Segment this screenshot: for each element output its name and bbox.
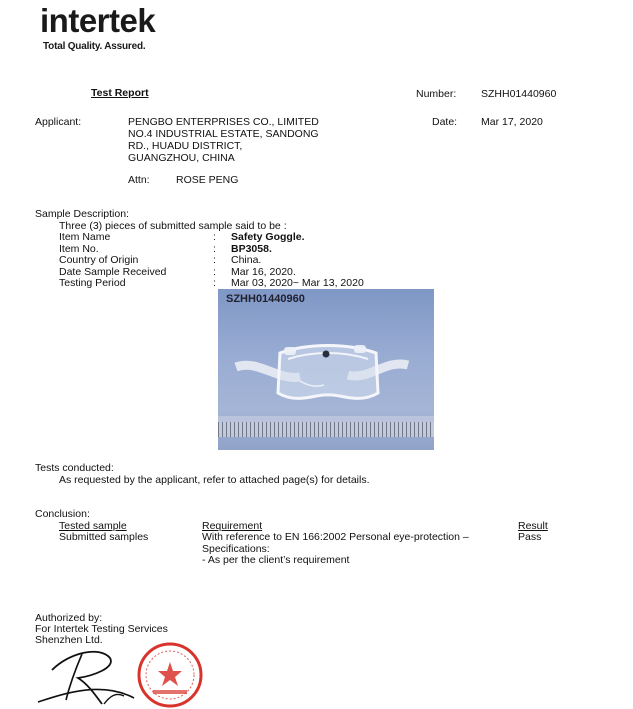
applicant-line: NO.4 INDUSTRIAL ESTATE, SANDONG: [128, 128, 319, 140]
company-seal-icon: [135, 640, 207, 709]
item-name-value: Safety Goggle.: [231, 231, 305, 243]
signature-icon: [30, 640, 140, 709]
conclusion-label: Conclusion:: [35, 508, 90, 520]
requirement-header: Requirement: [202, 520, 263, 532]
report-date: Mar 17, 2020: [481, 116, 543, 128]
testing-period-value: Mar 03, 2020~ Mar 13, 2020: [231, 277, 364, 289]
logo-tagline: Total Quality. Assured.: [43, 41, 146, 52]
applicant-line: RD., HUADU DISTRICT,: [128, 140, 243, 152]
sample-key: Item No.: [59, 243, 99, 255]
sample-colon: :: [213, 243, 216, 255]
authorized-line: Authorized by:: [35, 612, 103, 624]
tests-label: Tests conducted:: [35, 462, 114, 474]
sample-intro: Three (3) pieces of submitted sample said to be :: [59, 220, 287, 232]
requirement-line: With reference to EN 166:2002 Personal eye-protection –: [202, 531, 469, 543]
authorized-line: For Intertek Testing Services: [35, 623, 168, 635]
result-header: Result: [518, 520, 548, 532]
sample-key: Testing Period: [59, 277, 126, 289]
sample-key: Item Name: [59, 231, 111, 243]
authorized-line: Shenzhen Ltd.: [35, 634, 103, 646]
applicant-label: Applicant:: [35, 116, 82, 128]
requirement-line: Specifications:: [202, 543, 270, 555]
sample-photo: [218, 289, 434, 450]
number-label: Number:: [416, 88, 457, 100]
tested-sample-header: Tested sample: [59, 520, 127, 532]
item-no-value: BP3058.: [231, 243, 272, 255]
report-number: SZHH01440960: [481, 88, 557, 100]
photo-report-code: SZHH01440960: [226, 293, 305, 305]
sample-key: Date Sample Received: [59, 266, 167, 278]
applicant-line: PENGBO ENTERPRISES CO., LIMITED: [128, 116, 319, 128]
requirement-line: - As per the client’s requirement: [202, 554, 350, 566]
intertek-logo: intertek: [40, 2, 156, 39]
tests-text: As requested by the applicant, refer to attached page(s) for details.: [59, 474, 370, 486]
sample-colon: :: [213, 254, 216, 266]
applicant-line: GUANGZHOU, CHINA: [128, 152, 235, 164]
attn-label: Attn:: [128, 174, 150, 186]
sample-colon: :: [213, 277, 216, 289]
submitted-samples: Submitted samples: [59, 531, 149, 543]
date-received-value: Mar 16, 2020.: [231, 266, 296, 278]
sample-key: Country of Origin: [59, 254, 139, 266]
report-title: Test Report: [91, 87, 149, 99]
ruler: [218, 422, 434, 437]
sample-description-label: Sample Description:: [35, 208, 129, 220]
country-value: China.: [231, 254, 262, 266]
date-label: Date:: [432, 116, 458, 128]
sample-colon: :: [213, 266, 216, 278]
sample-colon: :: [213, 231, 216, 243]
attn-name: ROSE PENG: [176, 174, 239, 186]
result-value: Pass: [518, 531, 542, 543]
